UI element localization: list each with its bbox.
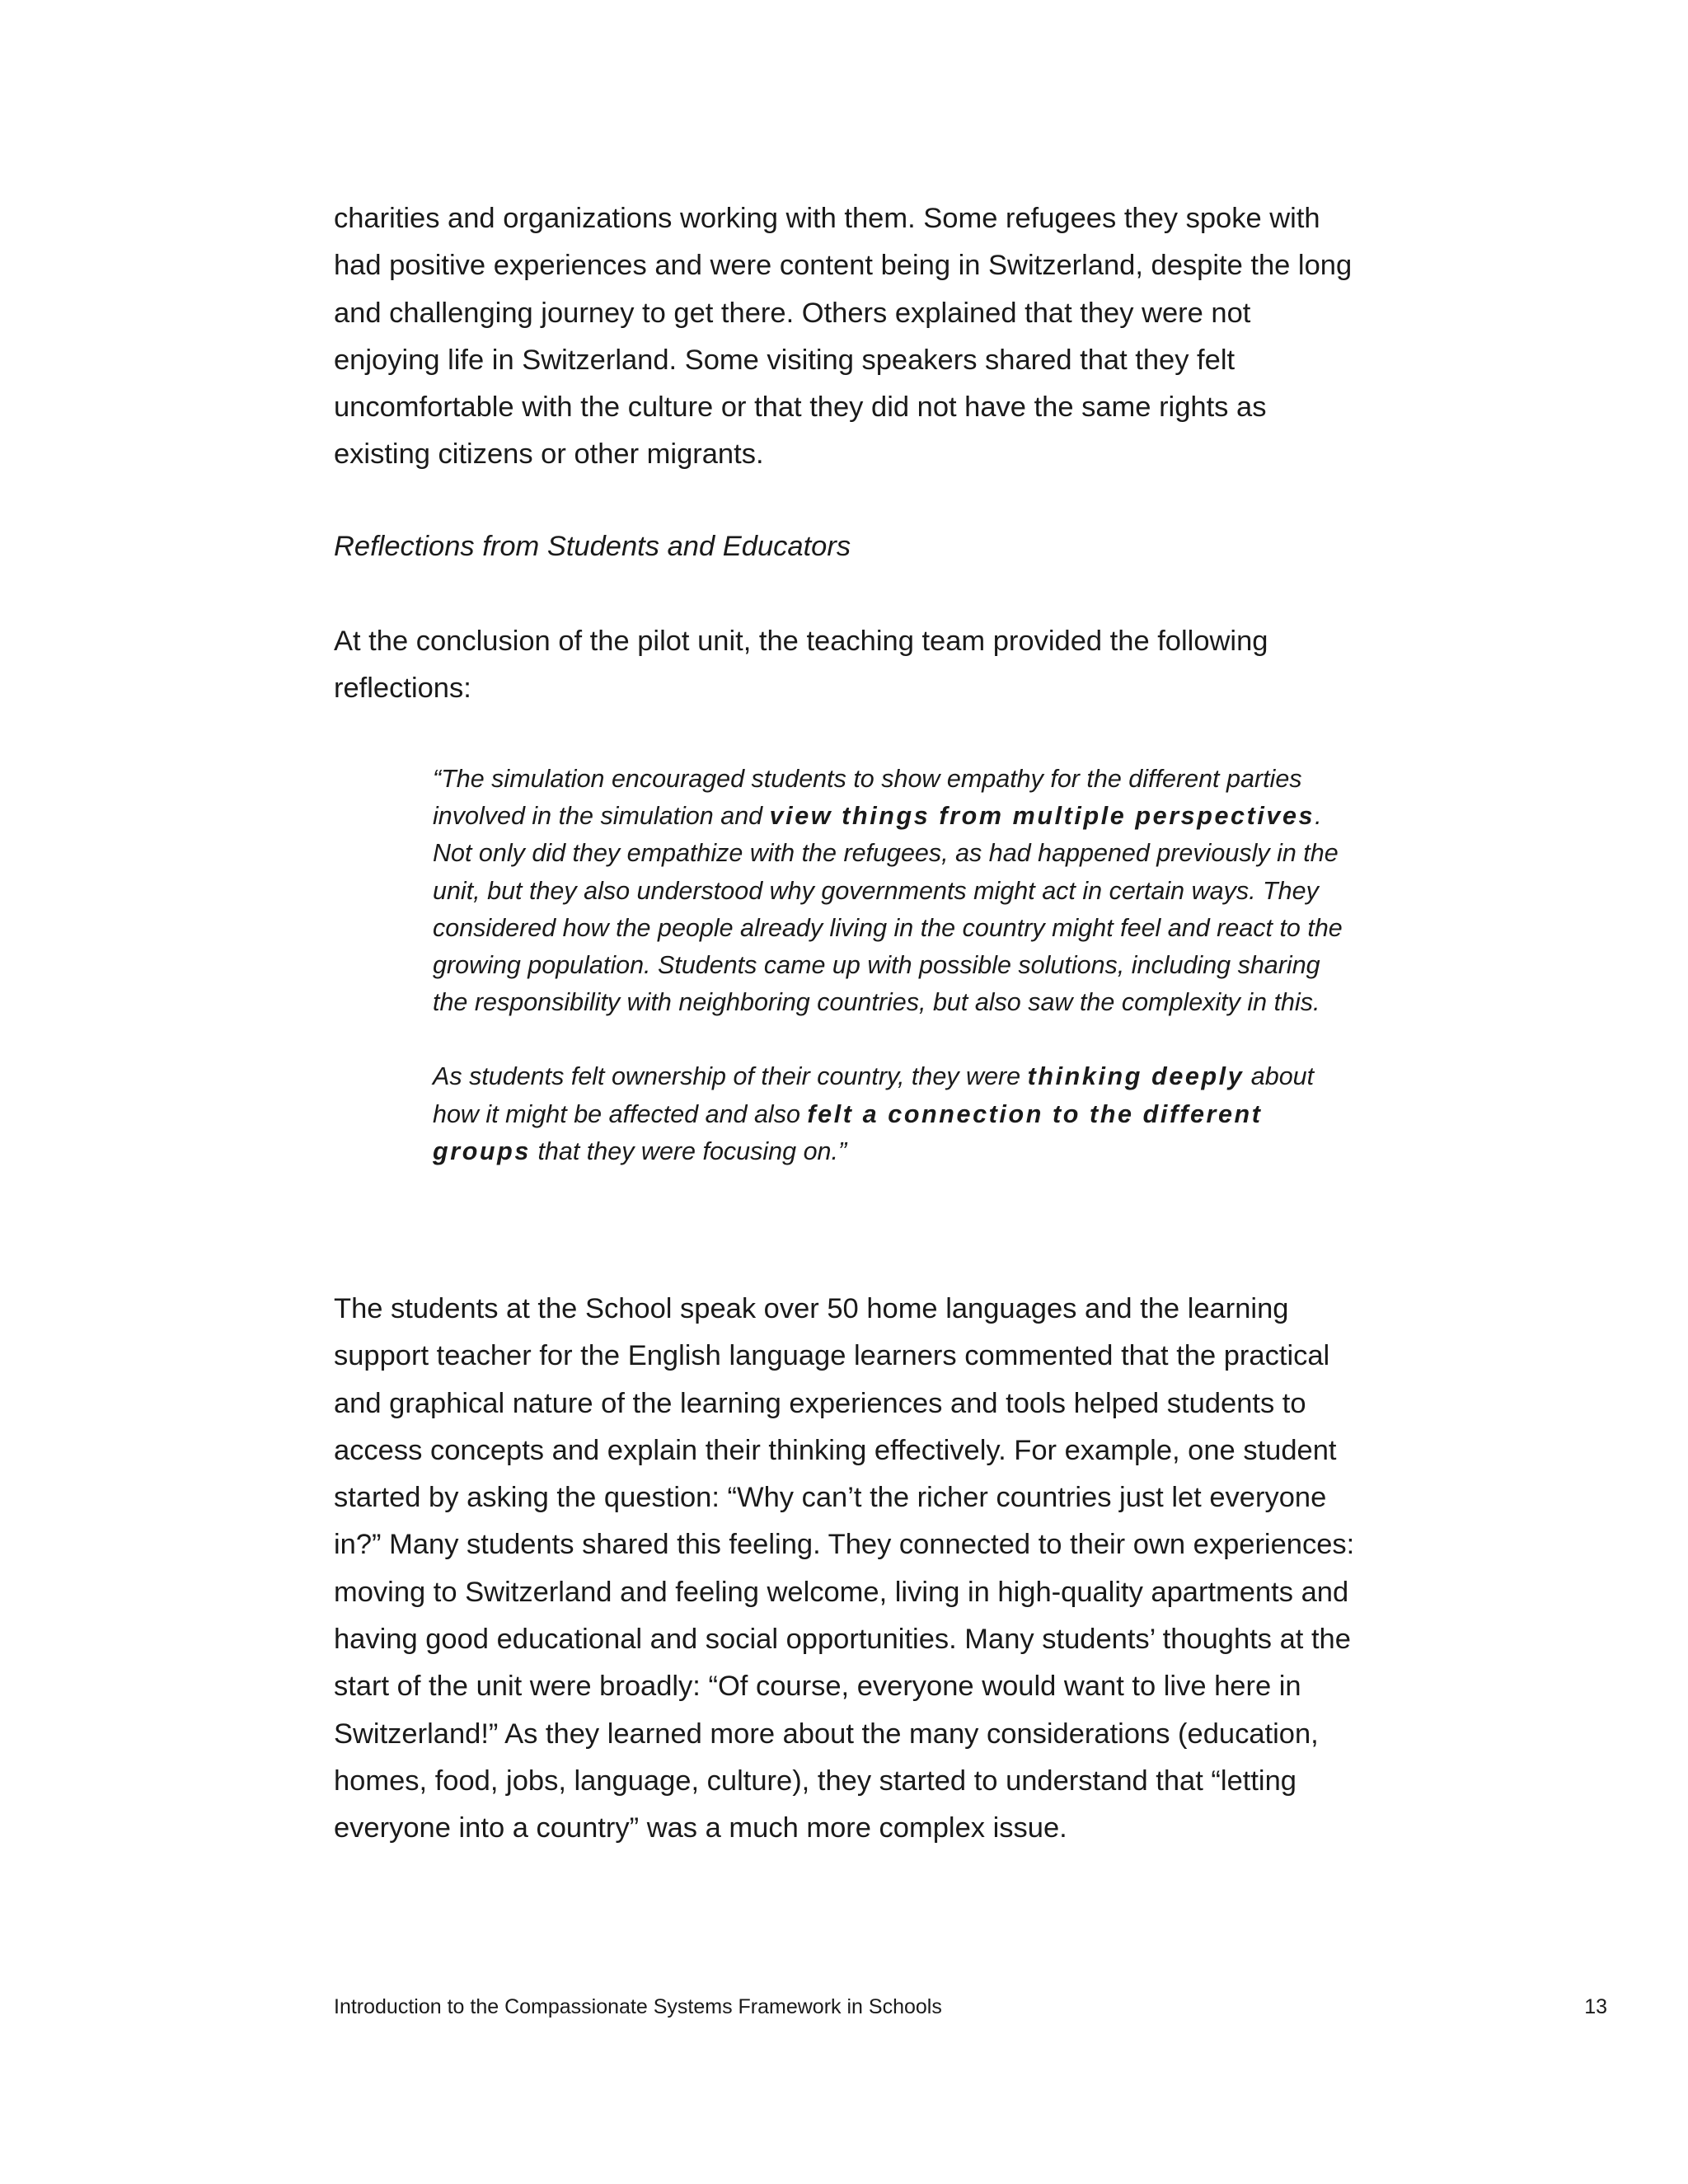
quote-text: “The simulation encouraged students to show empathy for the different parties involved in the simulation and xyxy=(433,765,1302,831)
intro-paragraph-block xyxy=(334,195,1356,479)
quote-text: . Not only did they empathize with the refugees, as had happened previously in the unit, but they also understood why governments might act in certain ways. They considered how the people already living in the country might feel and react to the growing population. Students came up with possible solutions, including sharing the responsibility with neighboring countries, but also saw the complexity in this. xyxy=(433,802,1343,1017)
page-number: 13 xyxy=(1584,1995,1607,2018)
body-paragraph: The students at the School speak over 50 home languages and the learning support teacher for the English language learners commented that the practical and graphical nature of the learning experiences and tools helped students to access concepts and explain their thinking effectively. For example, one student started by asking the question: “Why can’t the richer countries just let everyone in?” Many students shared this feeling. They connected to their own experiences: moving to Switzerland and feeling welcome, living in high-quality apartments and having good educational and social opportunities. Many students’ thoughts at the start of the unit were broadly: “Of course, everyone would want to live here in Switzerland!” As they learned more about the many considerations (education, homes, food, jobs, language, culture), they started to understand that “letting everyone into a country” was a much more complex issue. xyxy=(334,1293,1355,1844)
quote-text: As students felt ownership of their country, they were xyxy=(433,1062,1028,1091)
quote-paragraph xyxy=(433,761,1360,1021)
section-heading-block xyxy=(334,523,1356,570)
quote-emphasis: view things from multiple perspectives xyxy=(769,802,1315,831)
body-paragraph: At the conclusion of the pilot unit, the teaching team provided the following reflections: xyxy=(334,626,1268,705)
quote-emphasis: thinking deeply xyxy=(1027,1062,1245,1091)
section-heading: Reflections from Students and Educators xyxy=(334,531,851,562)
block-quote xyxy=(433,761,1360,1170)
quote-paragraph xyxy=(433,1058,1360,1170)
students-paragraph-block xyxy=(334,1286,1356,1853)
body-paragraph: charities and organizations working with them. Some refugees they spoke with had positive experiences and were content being in Switzerland, despite the long and challenging journey to get there. Others explained that they were not enjoying life in Switzerland. Some visiting speakers shared that they felt uncomfortable with the culture or that they did not have the same rights as existing citizens or other migrants. xyxy=(334,203,1353,471)
quote-text: that they were focusing on.” xyxy=(530,1137,847,1165)
conclusion-paragraph-block xyxy=(334,618,1356,713)
quote-text: about how it might be affected and also xyxy=(433,1062,1315,1128)
footer-title: Introduction to the Compassionate Systems Framework in Schools xyxy=(334,1995,942,2018)
quote-emphasis: felt a connection to the different groups xyxy=(433,1099,1263,1165)
